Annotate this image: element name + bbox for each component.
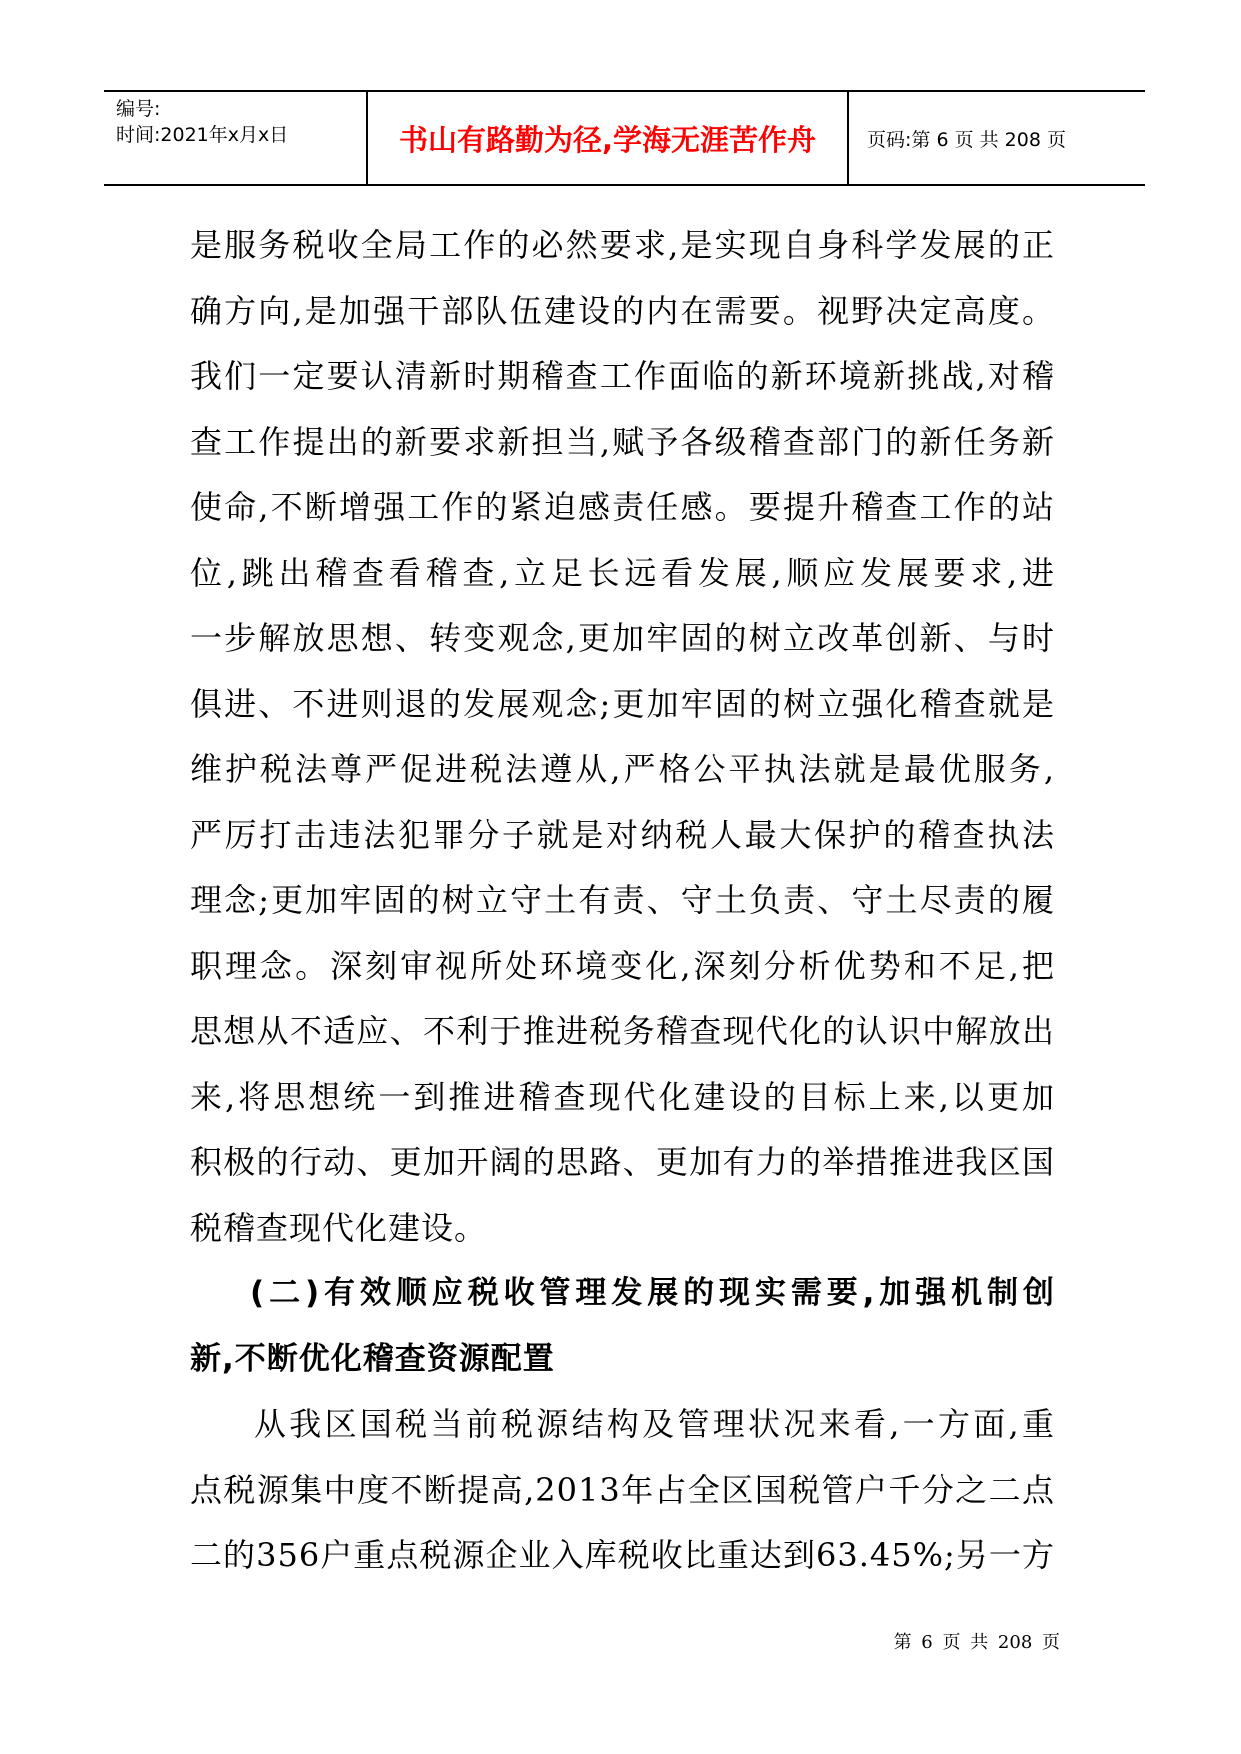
- text-line: 思想从不适应、不利于推进税务稽查现代化的认识中解放出: [190, 1012, 1055, 1050]
- text-line: 是服务税收全局工作的必然要求,是实现自身科学发展的正: [190, 226, 1055, 264]
- text-line: 我们一定要认清新时期稽查工作面临的新环境新挑战,对稽: [190, 357, 1055, 395]
- header-page-number: 页码:第 6 页 共 208 页: [867, 128, 1066, 151]
- text-line: 一步解放思想、转变观念,更加牢固的树立改革创新、与时: [190, 619, 1055, 657]
- text-line: 查工作提出的新要求新担当,赋予各级稽查部门的新任务新: [190, 422, 1055, 461]
- document-date-label: 时间:2021年x月x日: [116, 124, 289, 146]
- page-header: [104, 90, 1145, 186]
- document-body: [190, 213, 1055, 1589]
- header-motto: 书山有路勤为径,学海无涯苦作舟: [368, 92, 849, 184]
- text-line: 位,跳出稽查看稽查,立足长远看发展,顺应发展要求,进: [190, 553, 1055, 592]
- heading-line: 新,不断优化稽查资源配置: [190, 1340, 555, 1377]
- paragraph-1: [190, 213, 1055, 1261]
- document-number-label: 编号:: [116, 98, 161, 120]
- heading-line: (二)有效顺应税收管理发展的现实需要,加强机制创: [250, 1275, 1055, 1311]
- page-footer: 第 6 页 共 208 页: [893, 1632, 1060, 1653]
- text-line: 点税源集中度不断提高,2013年占全区国税管户千分之二点: [190, 1470, 1055, 1509]
- text-line: 税稽查现代化建设。: [190, 1208, 488, 1247]
- text-line: 使命,不断增强工作的紧迫感责任感。要提升稽查工作的站: [190, 488, 1055, 526]
- section-heading: [190, 1261, 1055, 1392]
- text-line: 严厉打击违法犯罪分子就是对纳税人最大保护的稽查执法: [190, 815, 1055, 854]
- text-line: 职理念。深刻审视所处环境变化,深刻分析优势和不足,把: [190, 946, 1055, 985]
- text-line: 俱进、不进则退的发展观念;更加牢固的树立强化稽查就是: [190, 684, 1055, 723]
- text-line: 从我区国税当前税源结构及管理状况来看,一方面,重: [254, 1405, 1055, 1443]
- text-line: 来,将思想统一到推进稽查现代化建设的目标上来,以更加: [190, 1077, 1055, 1116]
- text-line: 二的356户重点税源企业入库税收比重达到63.45%;另一方: [190, 1536, 1055, 1574]
- text-line: 理念;更加牢固的树立守土有责、守土负责、守土尽责的履: [190, 881, 1055, 919]
- text-line: 确方向,是加强干部队伍建设的内在需要。视野决定高度。: [190, 291, 1055, 330]
- header-meta: [104, 92, 368, 184]
- paragraph-2: [190, 1392, 1055, 1589]
- text-line: 积极的行动、更加开阔的思路、更加有力的举措推进我区国: [190, 1143, 1055, 1181]
- text-line: 维护税法尊严促进税法遵从,严格公平执法就是最优服务,: [190, 750, 1055, 788]
